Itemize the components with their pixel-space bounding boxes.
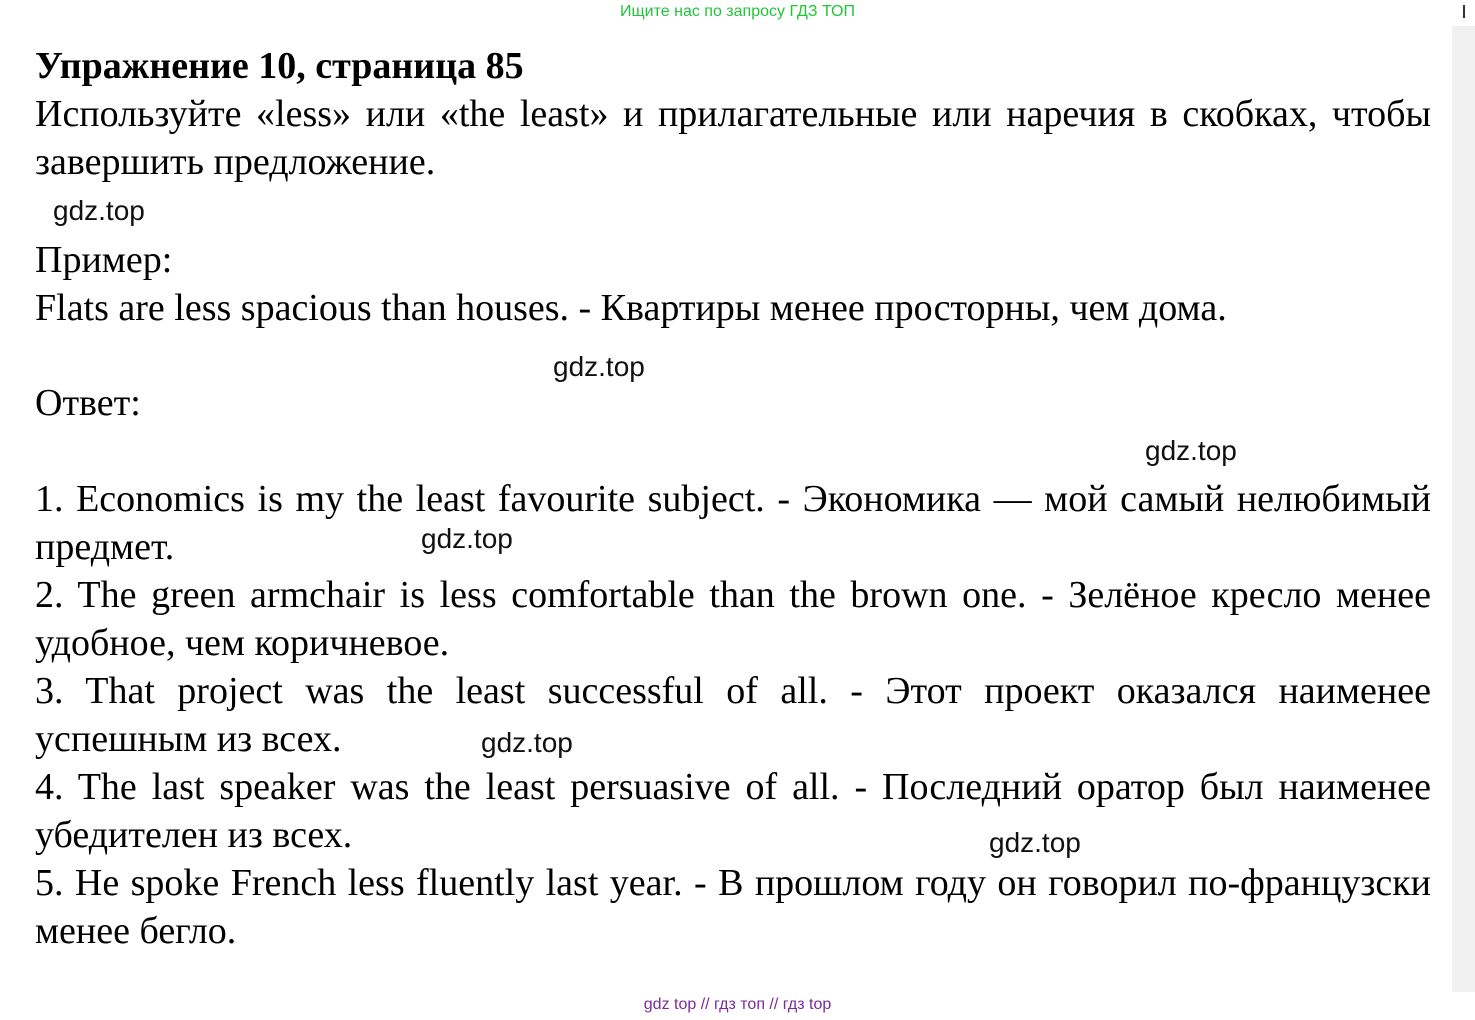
scroll-up-arrow-icon[interactable]: [1458, 2, 1472, 22]
answer-item: 5. He spoke French less fluently last year. - В прошлом году он говорил по-французски менее бегло.: [35, 862, 1431, 952]
vertical-scrollbar[interactable]: [1452, 26, 1475, 992]
example-label: Пример:: [35, 239, 173, 281]
exercise-instruction: Используйте «less» или «the least» и прилагательные или наречия в скобках, чтобы завершить предложение.: [35, 93, 1431, 183]
document-body: [35, 42, 1431, 955]
answer-item: 4. The last speaker was the least persuasive of all. - Последний оратор был наименее убедителен из всех.: [35, 766, 1431, 856]
answer-item: 3. That project was the least successful of all. - Этот проект оказался наименее успешным из всех.: [35, 670, 1431, 760]
example-text: Flats are less spacious than houses. - Квартиры менее просторны, чем дома.: [35, 287, 1227, 329]
watermark: gdz.top: [481, 727, 573, 758]
watermark: gdz.top: [989, 827, 1081, 858]
footer-links[interactable]: gdz top // гдз топ // гдз top: [643, 996, 832, 1013]
exercise-title: Упражнение 10, страница 85: [35, 45, 524, 87]
answer-item: 1. Economics is my the least favourite subject. - Экономика — мой самый нелюбимый предмет.: [35, 478, 1431, 568]
watermark: gdz.top: [421, 523, 513, 554]
spacer: [35, 186, 1431, 236]
watermark: gdz.top: [553, 351, 645, 382]
top-banner-link[interactable]: Ищите нас по запросу ГДЗ ТОП: [620, 3, 855, 20]
watermark: gdz.top: [1145, 435, 1237, 466]
answer-item: 2. The green armchair is less comfortable than the brown one. - Зелёное кресло менее удобное, чем коричневое.: [35, 574, 1431, 664]
watermark: gdz.top: [53, 195, 145, 226]
answer-label: Ответ:: [35, 382, 141, 424]
spacer: [35, 332, 1431, 379]
